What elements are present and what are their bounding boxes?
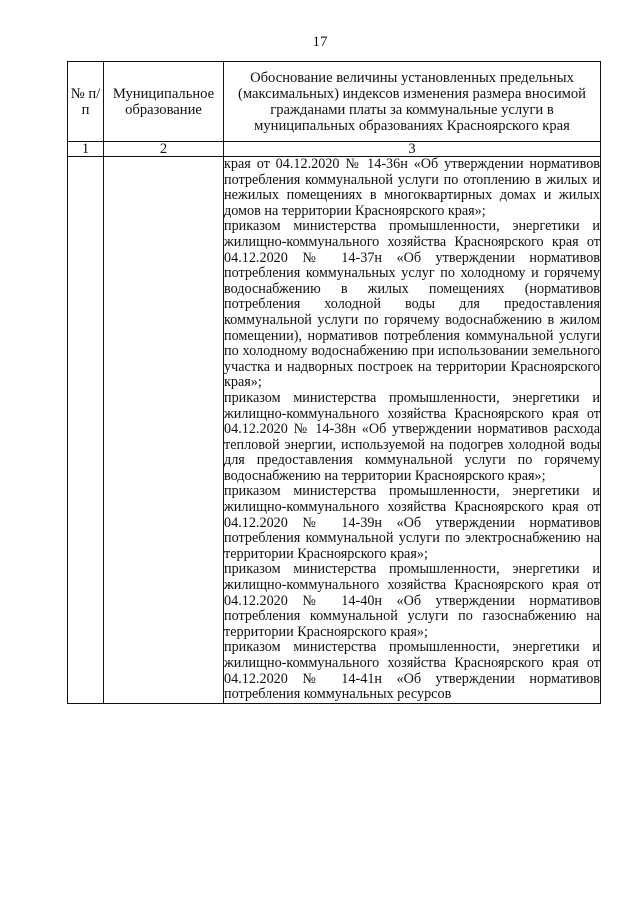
row-justification-cell	[224, 157, 601, 704]
header-number: № п/п	[68, 62, 104, 142]
justification-paragraph: приказом министерства промышленности, энергетики и жилищно-коммунального хозяйства Красноярского края от 04.12.2020 № 14-41н «Об утверждении нормативов потребления коммунальных ресурсов	[224, 639, 600, 703]
table-row	[68, 157, 601, 704]
column-number-row	[68, 142, 601, 157]
justification-paragraph: приказом министерства промышленности, энергетики и жилищно-коммунального хозяйства Красноярского края от 04.12.2020 № 14-39н «Об утверждении нормативов потребления коммунальной услуги по электроснабжению на территории Красноярского края»;	[224, 483, 600, 562]
header-justification: Обоснование величины установленных предельных (максимальных) индексов изменения размера вносимой гражданами платы за коммунальные услуги в муниципальных образованиях Красноярского края	[224, 62, 601, 142]
header-row	[68, 62, 601, 142]
justification-paragraph: приказом министерства промышленности, энергетики и жилищно-коммунального хозяйства Красноярского края от 04.12.2020 № 14-38н «Об утверждении нормативов расхода тепловой энергии, используемой на подогрев холодной воды для предоставления коммунальной услуги по горячему водоснабжению на территории Красноярского края»;	[224, 389, 600, 484]
row-municipality-cell	[104, 157, 224, 704]
justification-table	[67, 61, 601, 704]
header-municipality: Муниципальное образование	[104, 62, 224, 142]
page-number: 17	[312, 34, 328, 50]
justification-paragraph: края от 04.12.2020 № 14-36н «Об утверждении нормативов потребления коммунальной услуги по отоплению в жилых и нежилых помещениях в многоквартирных домах и жилых домов на территории Красноярского края»;	[224, 156, 600, 219]
column-number-2: 2	[104, 142, 224, 157]
row-number-cell	[68, 157, 104, 704]
justification-paragraph: приказом министерства промышленности, энергетики и жилищно-коммунального хозяйства Красноярского края от 04.12.2020 № 14-40н «Об утверждении нормативов потребления коммунальной услуги по газоснабжению на территории Красноярского края»;	[224, 561, 600, 640]
justification-paragraph: приказом министерства промышленности, энергетики и жилищно-коммунального хозяйства Красноярского края от 04.12.2020 № 14-37н «Об утверждении нормативов потребления коммунальных услуг по холодному и горячему водоснабжению в жилых помещениях (нормативов потребления холодной воды для предоставления коммунальной услуги по горячему водоснабжению в жилом помещении), нормативов потребления коммунальной услуги по холодному водоснабжению при использовании земельного участка и надворных построек на территории Красноярского края»;	[224, 218, 600, 391]
column-number-1: 1	[68, 142, 104, 157]
column-number-3: 3	[224, 142, 601, 157]
